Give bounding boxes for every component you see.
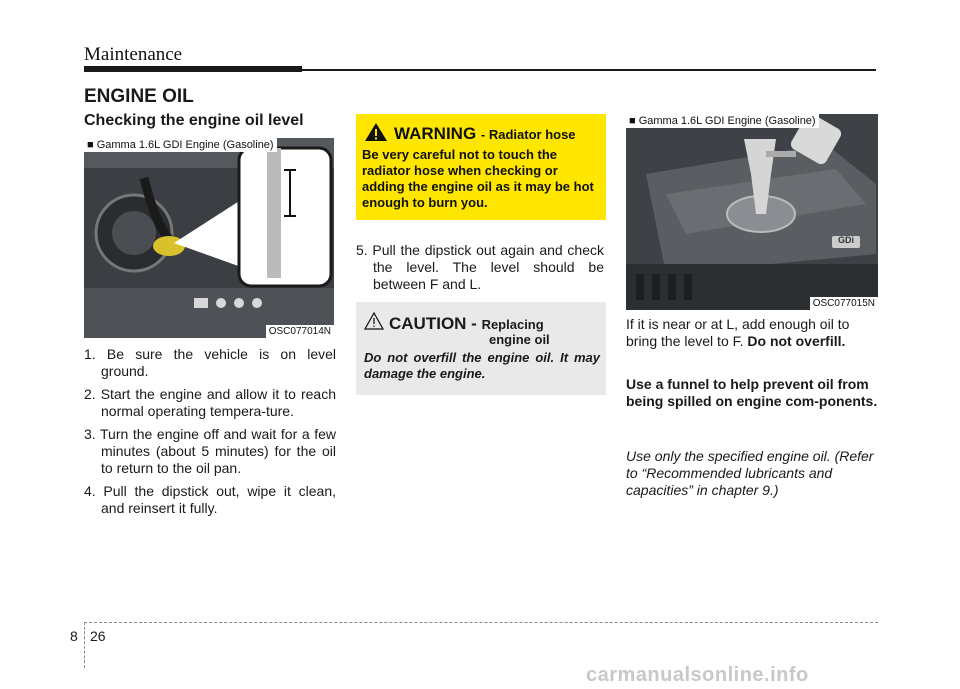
step-item: 4. Pull the dipstick out, wipe it clean, and reinsert it fully.	[84, 483, 336, 516]
caution-icon	[364, 312, 384, 330]
gdi-badge: GDi	[838, 235, 855, 245]
right-p1-emphasis: Do not overfill.	[747, 333, 846, 349]
warning-text: Be very careful not to touch the radiator hose when checking or adding the engine oil as it may be hot enough to burn you.	[362, 147, 594, 210]
caution-title	[389, 314, 544, 334]
page-number: 26	[90, 628, 106, 644]
footer-vertical-divider	[84, 622, 85, 668]
caution-label: CAUTION -	[389, 314, 477, 333]
warning-icon	[364, 122, 388, 142]
watermark: carmanualsonline.info	[586, 664, 809, 686]
step-item: 3. Turn the engine off and wait for a few minutes (about 5 minutes) for the oil to return to the oil pan.	[84, 426, 336, 476]
engine-dipstick-photo	[84, 138, 334, 338]
figure-right-caption: ■ Gamma 1.6L GDI Engine (Gasoline)	[626, 114, 819, 128]
footer-divider	[84, 622, 878, 623]
chapter-number: 8	[70, 628, 78, 644]
steps-list	[84, 346, 336, 523]
engine-dipstick-illustration	[84, 138, 334, 338]
step-item: 1. Be sure the vehicle is on level ground.	[84, 346, 336, 379]
figure-left-code: OSC077014N	[266, 325, 334, 338]
warning-subject: - Radiator hose	[480, 127, 576, 142]
step-item: 2. Start the engine and allow it to reach normal operating tempera-ture.	[84, 386, 336, 419]
header-title: Maintenance	[84, 44, 183, 65]
warning-title	[394, 124, 576, 144]
header-rule-thin	[302, 69, 876, 71]
oil-pouring-illustration	[626, 114, 878, 310]
figure-right-code: OSC077015N	[810, 297, 878, 310]
right-paragraph-2: Use a funnel to help prevent oil from being spilled on engine com-ponents.	[626, 376, 878, 409]
subheading: Checking the engine oil level	[84, 112, 304, 129]
figure-left-caption: ■ Gamma 1.6L GDI Engine (Gasoline)	[84, 138, 277, 152]
section-title: ENGINE OIL	[84, 86, 194, 107]
header-rule-thick	[84, 66, 302, 72]
caution-text: Do not overfill the engine oil. It may damage the engine.	[364, 350, 600, 381]
step-5: 5. Pull the dipstick out again and check the level. The level should be between F and L.	[356, 242, 604, 292]
warning-label: WARNING	[394, 124, 477, 143]
engine-oil-fill-photo	[626, 114, 878, 310]
caution-subject-line2: engine oil	[489, 332, 550, 347]
right-paragraph-3: Use only the specified engine oil. (Refer to “Recommended lubricants and capacities” in chapter 9.)	[626, 448, 874, 498]
caution-subject-line1: Replacing	[481, 317, 544, 332]
right-paragraph-1	[626, 316, 880, 350]
right-p1-text: If it is near or at L, add enough oil to bring the level to F.	[626, 316, 850, 349]
